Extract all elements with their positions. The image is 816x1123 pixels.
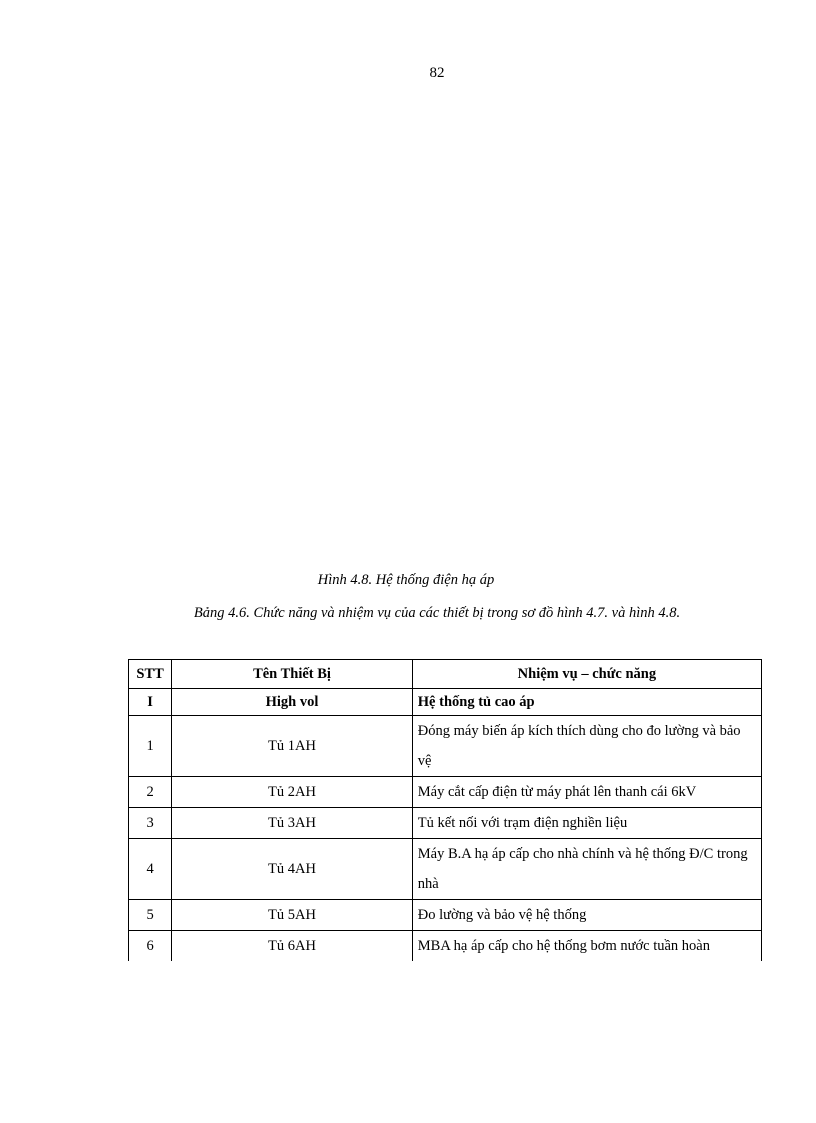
header-device-name: Tên Thiết Bị xyxy=(172,660,413,689)
table-row xyxy=(129,808,762,839)
table-header-row xyxy=(129,660,762,689)
table-row xyxy=(129,900,762,931)
row-function: Tủ kết nối với trạm điện nghiền liệu xyxy=(412,808,761,839)
table-row xyxy=(129,839,762,900)
row-stt: 4 xyxy=(129,839,172,900)
row-function: Đo lường và bảo vệ hệ thống xyxy=(412,900,761,931)
group-stt: I xyxy=(129,689,172,716)
row-stt: 1 xyxy=(129,716,172,777)
row-device-name: Tủ 6AH xyxy=(172,931,413,962)
row-device-name: Tủ 5AH xyxy=(172,900,413,931)
table-row xyxy=(129,931,762,962)
row-function: MBA hạ áp cấp cho hệ thống bơm nước tuần hoàn xyxy=(412,931,761,962)
row-function: Máy cắt cấp điện từ máy phát lên thanh cái 6kV xyxy=(412,777,761,808)
table-row xyxy=(129,777,762,808)
row-function: Máy B.A hạ áp cấp cho nhà chính và hệ thống Đ/C trong nhà xyxy=(412,839,761,900)
table-caption: Bảng 4.6. Chức năng và nhiệm vụ của các thiết bị trong sơ đồ hình 4.7. và hình 4.8. xyxy=(193,605,681,621)
row-function: Đóng máy biến áp kích thích dùng cho đo lường và bảo vệ xyxy=(412,716,761,777)
group-function: Hệ thống tủ cao áp xyxy=(412,689,761,716)
row-stt: 3 xyxy=(129,808,172,839)
row-stt: 6 xyxy=(129,931,172,962)
row-stt: 5 xyxy=(129,900,172,931)
table-row xyxy=(129,716,762,777)
page-number: 82 xyxy=(429,65,445,81)
group-name: High vol xyxy=(172,689,413,716)
figure-caption: Hình 4.8. Hệ thống điện hạ áp xyxy=(317,572,495,588)
equipment-table xyxy=(128,659,762,961)
row-device-name: Tủ 2AH xyxy=(172,777,413,808)
row-device-name: Tủ 4AH xyxy=(172,839,413,900)
header-stt: STT xyxy=(129,660,172,689)
row-stt: 2 xyxy=(129,777,172,808)
header-function: Nhiệm vụ – chức năng xyxy=(412,660,761,689)
row-device-name: Tủ 3AH xyxy=(172,808,413,839)
table-group-row xyxy=(129,689,762,716)
row-device-name: Tủ 1AH xyxy=(172,716,413,777)
